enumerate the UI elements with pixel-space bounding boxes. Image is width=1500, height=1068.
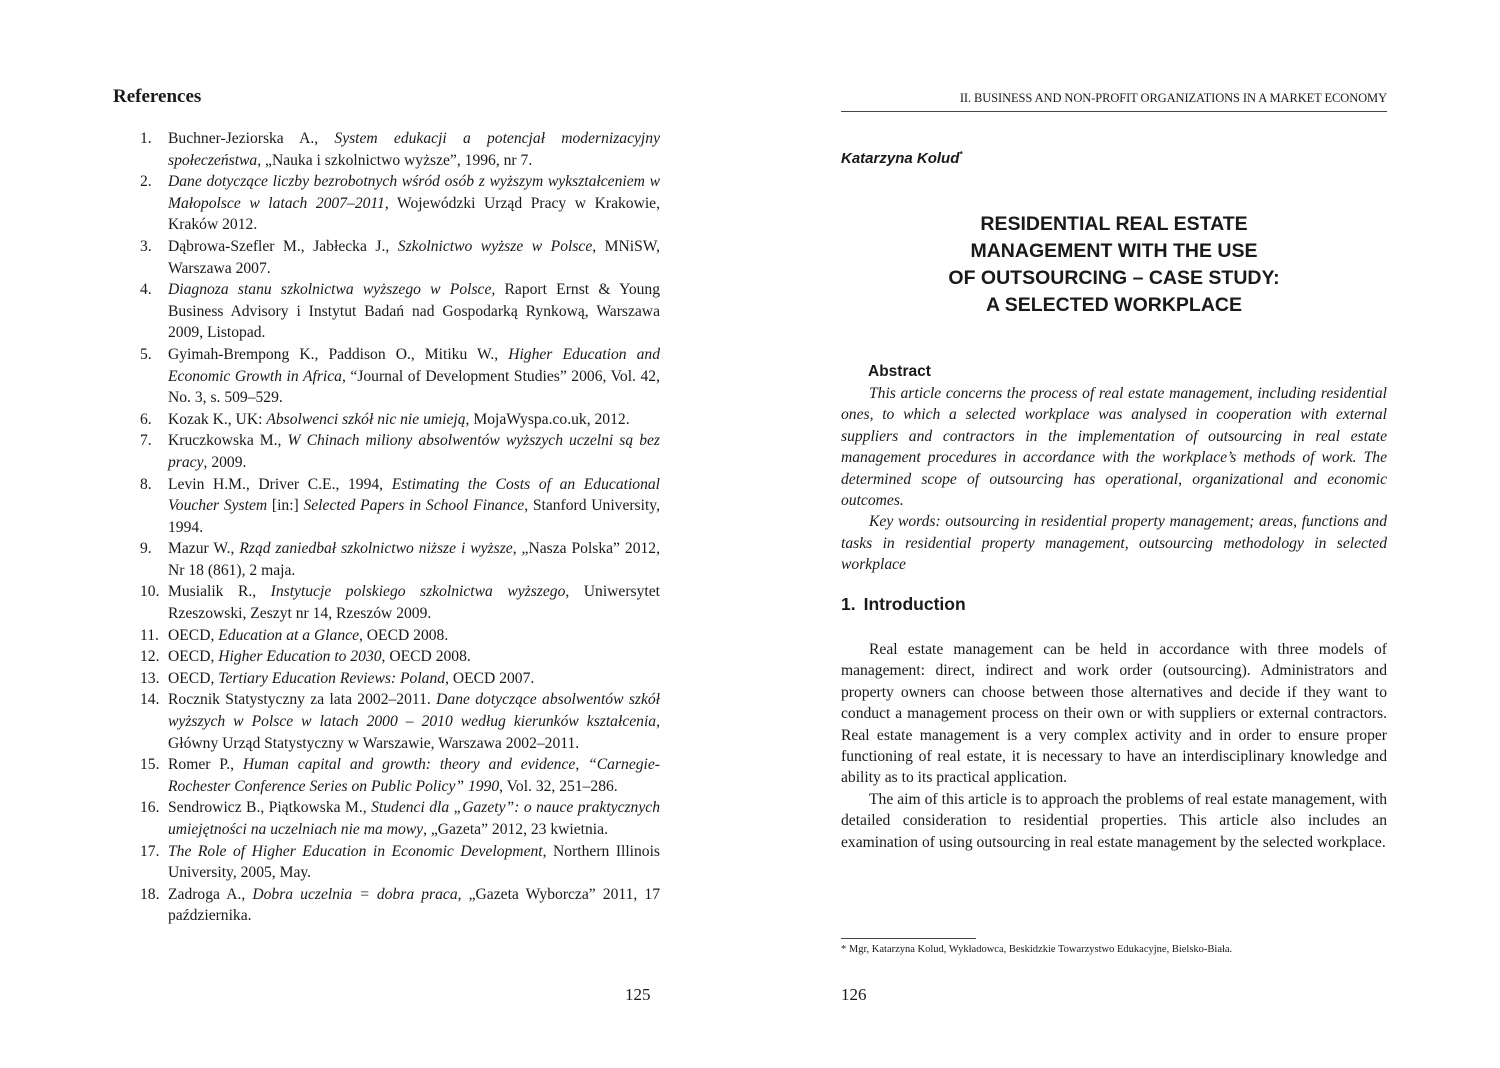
- reference-text: [168, 476, 660, 536]
- reference-item: [140, 668, 660, 690]
- reference-title: Tertiary Education Reviews: Poland: [218, 669, 446, 687]
- reference-segment: , „Gazeta” 2012, 23 kwietnia.: [423, 821, 608, 838]
- reference-item: [140, 538, 660, 581]
- reference-title: Dane dotyczące liczby bezrobotnych wśród osób z wyższym wykształceniem w Małopolsce w latach 2007–2011: [168, 173, 660, 212]
- reference-segment: Sendrowicz B., Piątkowska M.,: [168, 799, 372, 817]
- author-name-text: Katarzyna Kolud: [841, 150, 960, 167]
- reference-text: [168, 411, 630, 428]
- reference-item: [140, 754, 660, 797]
- reference-segment: OECD,: [168, 626, 219, 644]
- intro-paragraph: Real estate management can be held in accordance with three models of management: direct, indirect and work order (outsourcing). Administrators and property owners can choose between those alternatives and decide if they want to conduct a management process on their own or with suppliers or external contractors. Real estate management is a very complex activity and in order to ensure proper functioning of real estate, it is necessary to have an interdisciplinary knowledge and ability as to its practical application.: [841, 641, 1387, 787]
- reference-segment: , Vol. 32, 251–286.: [499, 777, 618, 795]
- reference-number: 6.: [140, 410, 152, 428]
- reference-segment: Romer P.,: [168, 756, 243, 774]
- reference-segment: , „Nauka i szkolnictwo wyższe”, 1996, nr 7.: [257, 151, 533, 169]
- reference-title: Human capital and growth: theory and evidence, “Carnegie-Rochester Conference Series on Public Policy” 1990: [168, 756, 660, 795]
- reference-item: [140, 625, 660, 647]
- title-line: OF OUTSOURCING – CASE STUDY:: [948, 267, 1280, 289]
- reference-text: [168, 691, 660, 751]
- abstract-label: Abstract: [868, 363, 931, 380]
- reference-number: 10.: [140, 583, 160, 601]
- reference-segment: [in:]: [267, 497, 304, 515]
- references-list: [140, 128, 660, 927]
- reference-text: [168, 432, 660, 471]
- reference-item: [140, 797, 660, 840]
- reference-number: 2.: [140, 173, 152, 191]
- title-line: RESIDENTIAL REAL ESTATE: [980, 213, 1248, 235]
- reference-text: [168, 648, 471, 665]
- reference-item: [140, 128, 660, 171]
- reference-segment: , „Gazeta Wyborcza” 2011, 17 października.: [168, 885, 660, 925]
- reference-segment: , OECD 2008.: [381, 648, 471, 666]
- introduction-body: [841, 639, 1387, 853]
- reference-text: [168, 843, 660, 882]
- reference-segment: Musialik R.,: [168, 583, 271, 601]
- reference-number: 3.: [140, 237, 152, 255]
- reference-item: [140, 236, 660, 279]
- section-heading-introduction: [841, 594, 966, 615]
- title-line: MANAGEMENT WITH THE USE: [970, 240, 1258, 262]
- reference-segment: , OECD 2008.: [359, 626, 449, 644]
- reference-title: Dane dotyczące absolwentów szkół wyższych w Polsce w latach 2000 – 2010 według kierunków kształcenia: [168, 691, 661, 731]
- reference-item: [140, 689, 660, 754]
- reference-segment: Gyimah-Brempong K., Paddison O., Mitiku W.,: [168, 345, 509, 363]
- section-title: Introduction: [863, 594, 966, 614]
- reference-segment: Buchner-Jeziorska A.,: [168, 130, 335, 147]
- reference-title: Estimating the Costs of an Educational Voucher System: [168, 475, 661, 515]
- reference-number: 12.: [140, 648, 160, 666]
- reference-text: [168, 799, 660, 838]
- reference-segment: Raport Ernst & Young Business Advisory i Instytut Badań nad Gospodarką Rynkową, Warszawa 2009, Listopad.: [168, 281, 661, 342]
- reference-text: [168, 886, 660, 925]
- reference-item: [140, 581, 660, 624]
- reference-segment: , OECD 2007.: [445, 669, 535, 687]
- reference-item: [140, 344, 660, 409]
- reference-number: 17.: [140, 842, 160, 860]
- abstract-block: [841, 383, 1387, 576]
- footnote-rule: [841, 938, 976, 939]
- reference-number: 18.: [140, 885, 160, 903]
- page-number-right: 126: [841, 985, 867, 1004]
- reference-segment: OECD,: [168, 669, 219, 687]
- reference-title: Higher Education to 2030: [218, 648, 382, 666]
- reference-segment: , Uniwersytet Rzeszowski, Zeszyt nr 14, Rzeszów 2009.: [168, 583, 660, 623]
- reference-segment: Zadroga A.,: [168, 885, 253, 903]
- footnote: * Mgr, Katarzyna Kolud, Wykładowca, Beskidzkie Towarzystwo Edukacyjne, Bielsko-Biała.: [841, 944, 1233, 955]
- reference-title: The Role of Higher Education in Economic Development: [168, 842, 543, 860]
- reference-title: Instytucje polskiego szkolnictwa wyższego: [270, 583, 566, 601]
- intro-paragraph: The aim of this article is to approach the problems of real estate management, with detailed consideration to residential properties. This article also includes an examination of using outsourcing in real estate management by the selected workplace.: [841, 790, 1387, 851]
- reference-segment: , 2009.: [203, 453, 247, 471]
- author-name: [841, 150, 962, 167]
- reference-item: [140, 646, 660, 668]
- reference-title: Dobra uczelnia = dobra praca: [252, 885, 458, 903]
- title-line: A SELECTED WORKPLACE: [985, 294, 1243, 316]
- references-heading: References: [113, 86, 202, 107]
- reference-title: Absolwenci szkół nic nie umieją: [266, 410, 466, 428]
- reference-number: 4.: [140, 281, 152, 299]
- reference-number: 14.: [140, 691, 160, 709]
- reference-segment: , „Nasza Polska” 2012, Nr 18 (861), 2 maja.: [168, 540, 660, 579]
- header-rule: [841, 111, 1387, 112]
- reference-title: Szkolnictwo wyższe w Polsce: [397, 237, 593, 255]
- reference-number: 1.: [140, 130, 152, 147]
- running-head: II. BUSINESS AND NON-PROFIT ORGANIZATIONS IN A MARKET ECONOMY: [959, 91, 1387, 105]
- right-page: [750, 0, 1500, 1068]
- reference-segment: , Wojewódzki Urząd Pracy w Krakowie, Kraków 2012.: [168, 194, 660, 234]
- article-title: [841, 211, 1387, 319]
- reference-item: [140, 279, 660, 344]
- keywords-text: Key words: outsourcing in residential property management; areas, functions and tasks in residential property management, outsourcing methodology in selected workplace: [841, 513, 1387, 574]
- reference-number: 5.: [140, 345, 152, 363]
- reference-number: 15.: [140, 756, 160, 774]
- reference-title: Selected Papers in School Finance: [303, 497, 525, 515]
- reference-title: Studenci dla „Gazety”: o nauce praktycznych umiejętności na uczelniach nie ma mowy: [168, 799, 660, 838]
- reference-title: Education at a Glance: [218, 626, 359, 644]
- reference-segment: Kozak K., UK:: [168, 410, 267, 428]
- reference-number: 9.: [140, 540, 152, 558]
- reference-text: [168, 130, 660, 169]
- reference-text: [168, 346, 660, 406]
- reference-text: [168, 540, 660, 579]
- reference-segment: Kruczkowska M.,: [168, 432, 288, 450]
- reference-item: [140, 841, 660, 884]
- reference-item: [140, 171, 660, 236]
- reference-item: [140, 409, 660, 431]
- reference-title: Higher Education and Economic Growth in Africa: [168, 345, 660, 385]
- reference-segment: , MojaWyspa.co.uk, 2012.: [465, 410, 630, 428]
- reference-segment: Dąbrowa-Szefler M., Jabłecka J.,: [168, 237, 398, 255]
- page-number-left: 125: [625, 985, 651, 1004]
- reference-title: Diagnoza stanu szkolnictwa wyższego w Polsce,: [168, 281, 496, 299]
- section-number: 1.: [841, 594, 856, 614]
- reference-segment: Mazur W.,: [168, 540, 240, 558]
- reference-segment: , “Journal of Development Studies” 2006, Vol. 42, No. 3, s. 509–529.: [168, 367, 660, 407]
- reference-segment: Levin H.M., Driver C.E., 1994,: [168, 475, 392, 493]
- reference-text: [168, 238, 660, 277]
- abstract-text: This article concerns the process of real estate management, including residential ones, to which a selected workplace was analysed in cooperation with external suppliers and contractors in the implementation of outsourcing in real estate management procedures in accordance with the workplace’s methods of work. The determined scope of outsourcing has operational, organizational and economic outcomes.: [841, 385, 1387, 510]
- reference-item: [140, 430, 660, 473]
- reference-text: [168, 583, 660, 622]
- reference-segment: , Northern Illinois University, 2005, May.: [168, 842, 661, 882]
- author-footnote-mark: *: [959, 150, 963, 159]
- reference-segment: OECD,: [168, 648, 219, 666]
- reference-title: System edukacji a potencjał modernizacyjny społeczeństwa: [168, 130, 660, 169]
- reference-text: [168, 627, 448, 644]
- reference-title: W Chinach miliony absolwentów wyższych uczelni są bez pracy: [168, 432, 660, 471]
- reference-item: [140, 884, 660, 927]
- reference-text: [168, 756, 660, 795]
- reference-text: [168, 173, 660, 233]
- reference-text: [168, 281, 660, 341]
- reference-number: 11.: [140, 626, 159, 644]
- reference-segment: Rocznik Statystyczny za lata 2002–2011.: [168, 691, 437, 709]
- reference-segment: , Główny Urząd Statystyczny w Warszawie, Warszawa 2002–2011.: [168, 713, 660, 752]
- reference-number: 7.: [140, 432, 152, 450]
- reference-number: 16.: [140, 799, 160, 817]
- reference-segment: , Stanford University, 1994.: [168, 497, 660, 536]
- reference-number: 8.: [140, 475, 152, 493]
- reference-number: 13.: [140, 669, 160, 687]
- reference-segment: , MNiSW, Warszawa 2007.: [168, 237, 660, 277]
- reference-text: [168, 670, 534, 687]
- reference-item: [140, 474, 660, 539]
- reference-title: Rząd zaniedbał szkolnictwo niższe i wyższe: [239, 540, 513, 558]
